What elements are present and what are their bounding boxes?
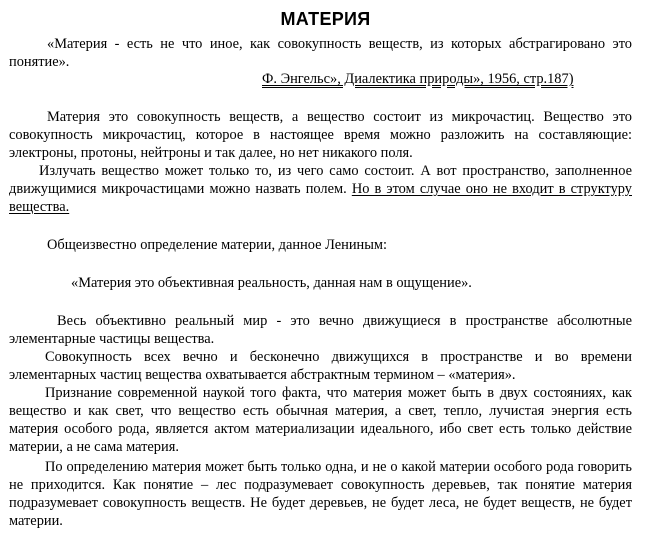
epigraph-source: Ф. Энгельс», Диалектика природы», 1956, стр.187): [262, 71, 574, 87]
paragraph-2: [9, 162, 632, 216]
paragraph-2-underlined-text: Но в этом случае оно не входит в структуру вещества.: [9, 181, 632, 215]
document-title: МАТЕРИЯ: [280, 9, 371, 29]
paragraph-1: Материя это совокупность веществ, а вещество состоит из микрочастиц. Вещество это совокупность микрочастиц, которое в настоящее время можно разложить на составляющие: электроны, протоны, нейтроны и так далее, но нет никакого поля.: [9, 109, 632, 161]
paragraph-6: Признание современной наукой того факта, что материя может быть в двух состояниях, как вещество и как свет, что вещество есть обычная материя, а свет, тепло, лучистая энергия есть материя особого рода, является актом материализации идеального, ибо свет есть только действие материи, а не сама материя.: [9, 385, 632, 455]
epigraph-quote: «Материя - есть не что иное, как совокупность веществ, из которых абстрагировано это понятие».: [9, 36, 632, 70]
paragraph-3: Общеизвестно определение материи, данное Лениным:: [47, 237, 388, 253]
paragraph-2-text: Излучать вещество может только то, из чего само состоит. А вот пространство, заполненное движущимися микрочастицами можно назвать полем.: [9, 163, 632, 197]
paragraph-5: Совокупность всех вечно и бесконечно движущихся в пространстве и во времени элементарных частиц вещества охватывается абстрактным термином – «материя».: [9, 349, 632, 383]
paragraph-4: Весь объективно реальный мир - это вечно движущиеся в пространстве абсолютные элементарные частицы вещества.: [9, 313, 632, 347]
lenin-quote: «Материя это объективная реальность, данная нам в ощущение».: [71, 275, 472, 291]
paragraph-7: По определению материя может быть только одна, и не о какой материи особого рода говорить не приходится. Как понятие – лес подразумевает совокупность деревьев, так понятие материя подразумевает совокупность веществ. Не будет деревьев, не будет леса, не будет веществ, не будет материи.: [9, 459, 632, 529]
